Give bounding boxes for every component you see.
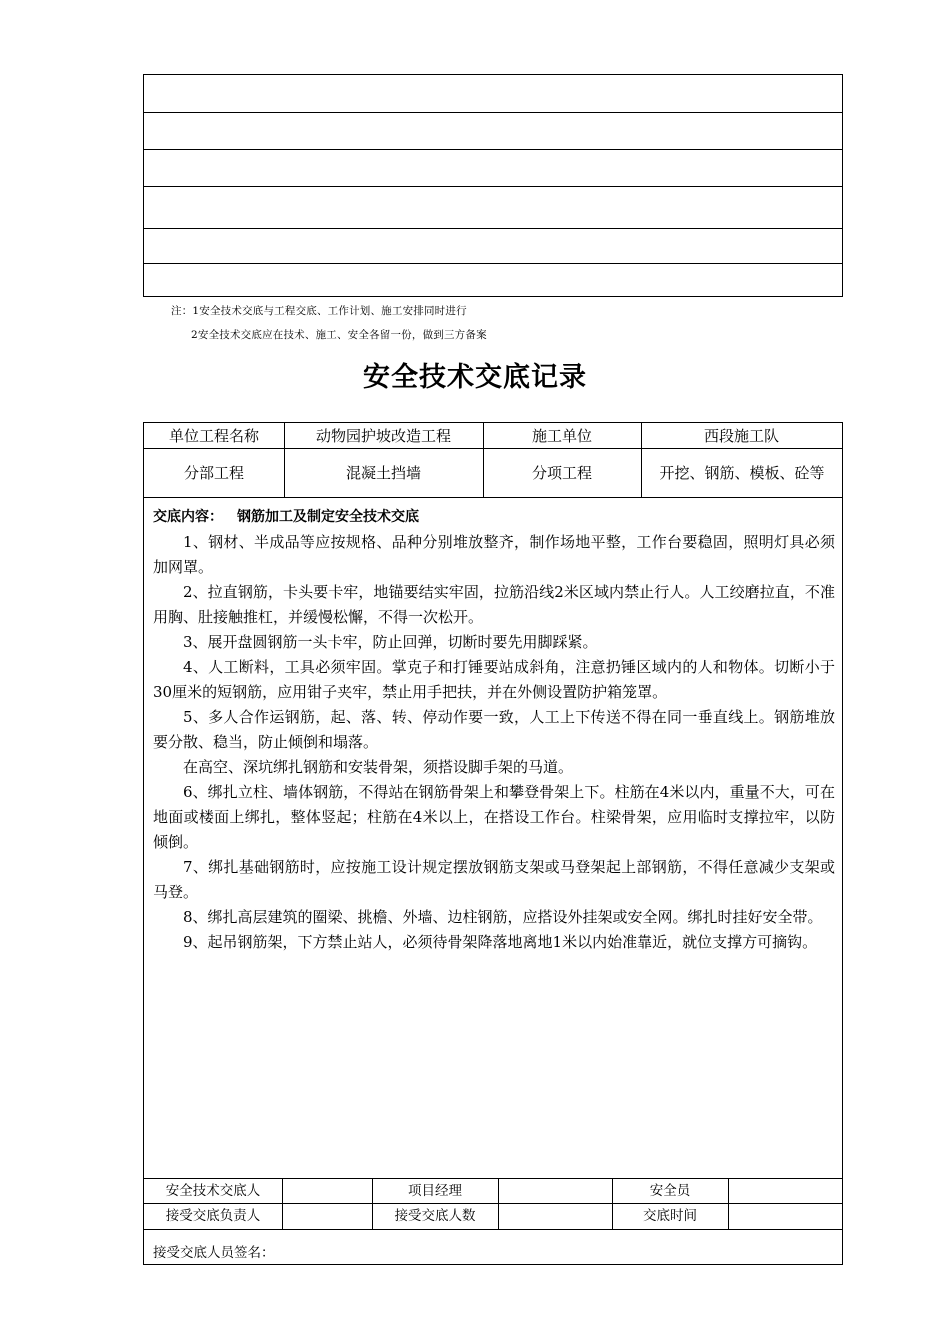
- content-heading: [153, 505, 835, 530]
- note-line-2: 2安全技术交底应在技术、施工、安全各留一份，做到三方备案: [191, 329, 487, 341]
- unit-project-label: 单位工程名称: [168, 426, 259, 445]
- safety-officer-field[interactable]: [728, 1178, 842, 1203]
- disclosure-time-label: 交底时间: [643, 1208, 697, 1224]
- content-paragraph: 7、绑扎基础钢筋时，应按施工设计规定摆放钢筋支架或马登架起上部钢筋，不得任意减少支架或马登。: [153, 858, 835, 901]
- item-project-value: 开挖、钢筋、模板、砼等: [659, 463, 825, 482]
- content-label: 交底内容：: [153, 509, 223, 525]
- signature-label: 接受交底人员签名：: [153, 1245, 275, 1261]
- table-row-divider: [144, 228, 842, 229]
- disclosure-time-field[interactable]: [728, 1203, 842, 1229]
- discloser-field[interactable]: [282, 1178, 372, 1203]
- construction-unit-label: 施工单位: [531, 426, 592, 445]
- construction-unit-value: 西段施工队: [703, 426, 779, 445]
- table-row-divider: [144, 186, 842, 187]
- item-project-label: 分项工程: [531, 463, 592, 482]
- project-manager-field[interactable]: [498, 1178, 612, 1203]
- content-paragraph: 1、钢材、半成品等应按规格、品种分别堆放整齐，制作场地平整，工作台要稳固，照明灯具必须加网罩。: [153, 533, 835, 576]
- blank-record-table: [143, 74, 843, 297]
- content-paragraph: 6、绑扎立柱、墙体钢筋，不得站在钢筋骨架上和攀登骨架上下。柱筋在4米以内，重量不大，可在地面或楼面上绑扎，整体竖起；柱筋在4米以上，在搭设工作台。柱梁骨架，应用临时支撑拉牢，以防倾倒。: [153, 783, 835, 851]
- row-divider: [144, 497, 842, 498]
- disclosure-record-table: [143, 422, 843, 1265]
- receiver-count-label: 接受交底人数: [394, 1208, 476, 1224]
- page-title: 安全技术交底记录: [363, 362, 587, 393]
- receiver-count-field[interactable]: [498, 1203, 612, 1229]
- table-row-divider: [144, 112, 842, 113]
- content-paragraph: 8、绑扎高层建筑的圈梁、挑檐、外墙、边柱钢筋，应搭设外挂架或安全网。绑扎时挂好安全带。: [183, 908, 823, 926]
- content-paragraph: 2、拉直钢筋，卡头要卡牢，地锚要结实牢固，拉筋沿线2米区域内禁止行人。人工绞磨拉直，不准用胸、肚接触推杠，并缓慢松懈，不得一次松开。: [153, 583, 835, 626]
- content-paragraph: 3、展开盘圆钢筋一头卡牢，防止回弹，切断时要先用脚踩紧。: [183, 633, 598, 651]
- content-paragraph: 在高空、深坑绑扎钢筋和安装骨架，须搭设脚手架的马道。: [183, 758, 574, 776]
- receiver-label: 接受交底负责人: [165, 1208, 261, 1224]
- note-line-1: 注：1安全技术交底与工程交底、工作计划、施工安排同时进行: [171, 305, 467, 317]
- discloser-label: 安全技术交底人: [165, 1182, 261, 1199]
- table-row-divider: [144, 149, 842, 150]
- project-manager-label: 项目经理: [408, 1182, 462, 1199]
- content-title: 钢筋加工及制定安全技术交底: [237, 509, 419, 525]
- unit-project-value: 动物园护坡改造工程: [315, 426, 451, 445]
- content-paragraph: 4、人工断料，工具必须牢固。掌克子和打锤要站成斜角，注意扔锤区域内的人和物体。切断小于30厘米的短钢筋，应用钳子夹牢，禁止用手把扶，并在外侧设置防护箱笼罩。: [153, 658, 835, 701]
- row-divider: [144, 1229, 842, 1230]
- content-paragraph: 9、起吊钢筋架，下方禁止站人，必须待骨架降落地离地1米以内始准靠近，就位支撑方可摘钩。: [183, 933, 818, 951]
- safety-officer-label: 安全员: [649, 1182, 691, 1199]
- receiver-field[interactable]: [282, 1203, 372, 1229]
- sub-project-label: 分部工程: [183, 463, 244, 482]
- table-row-divider: [144, 263, 842, 264]
- sub-project-value: 混凝土挡墙: [345, 463, 421, 482]
- disclosure-content: [153, 505, 835, 955]
- content-paragraph: 5、多人合作运钢筋，起、落、转、停动作要一致，人工上下传送不得在同一垂直线上。钢筋堆放要分散、稳当，防止倾倒和塌落。: [153, 708, 835, 751]
